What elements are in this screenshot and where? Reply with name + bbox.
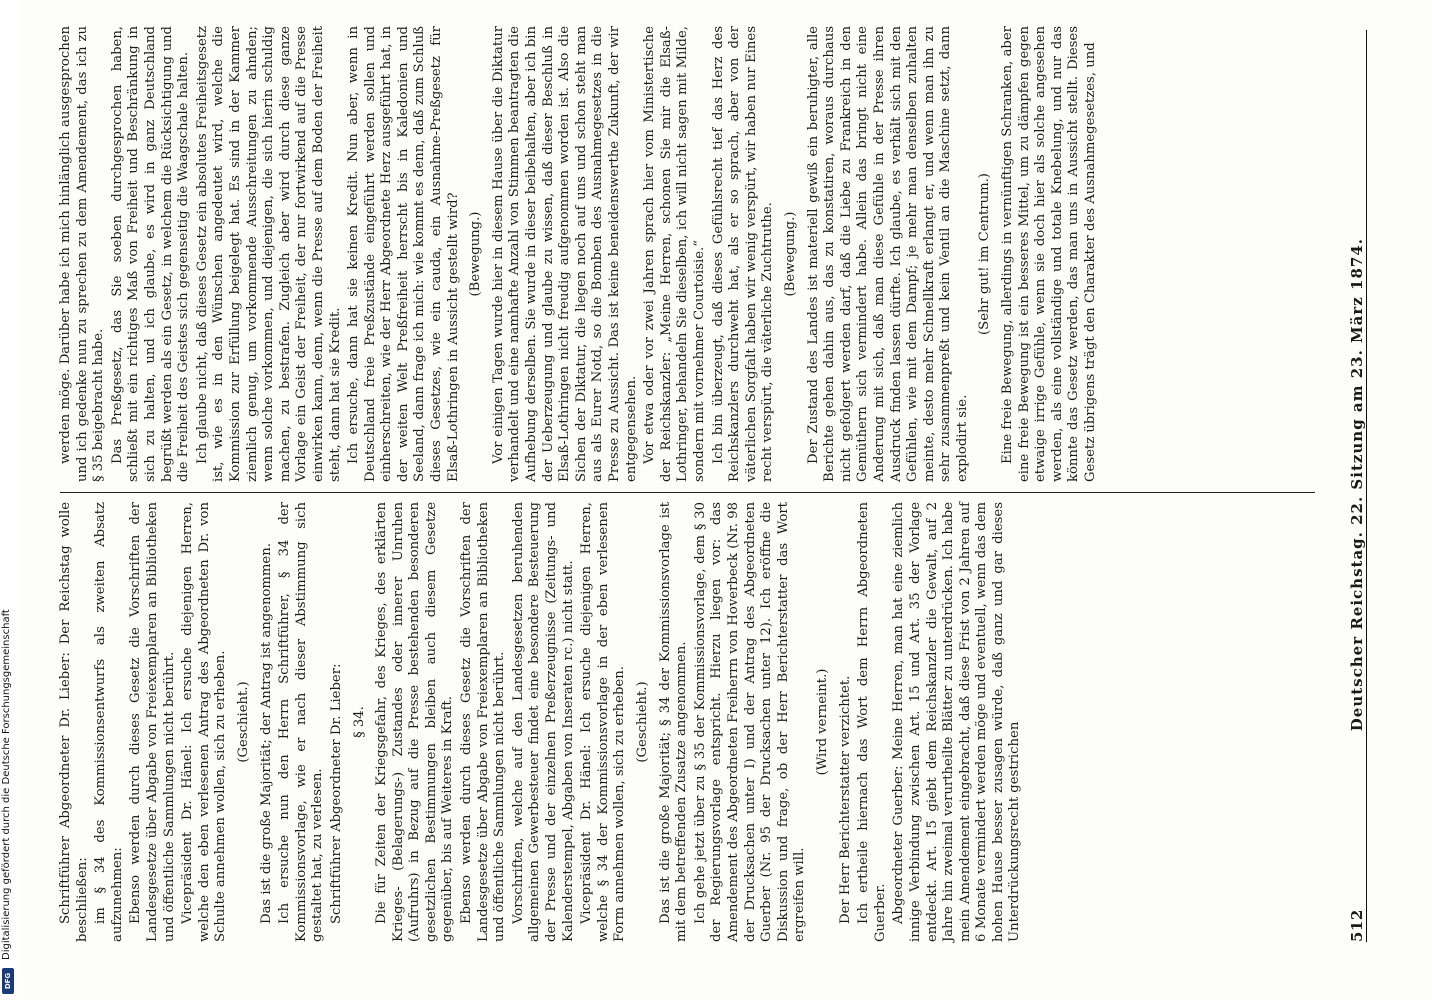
stage-direction: (Geschieht.) <box>235 681 251 763</box>
paragraph: Ebenso werden durch dieses Gesetz die Vorschriften der Landesgesetze über Abgabe von Freiexemplaren an Bibliotheken und öffentliche Sammlungen nicht berührt. <box>459 502 508 942</box>
paragraph: Das Preßgesetz, das Sie soeben durchgesprochen haben, schließt mit ein richtiges Maß von Freiheit und Beschränkung in sich zu halten, und ich glaube, es wird in ganz Deutschland begrüßt werden als ein Gesetz, in welchem die Rücksichtigung und die Freiheit des Geistes sich gegenseitig die Waagschale halten. <box>109 26 192 482</box>
paragraph: Eine freie Bewegung, allerdings in vernünftigen Schranken, aber eine freie Bewegung ist ein besseres Mittel, um zu dämpfen gegen etwaige irrige Gefühle, wenn sie doch hier als solche angesehen werden, als eine vollständige und totale Knebelung, und nur das könnte das Gesetz werden, das man uns in Aussicht stellt. Dieses Gesetz übrigens trägt den Charakter des Ausnahmegesetzes, und <box>1000 26 1099 482</box>
page-title: Deutscher Reichstag. 22. Sitzung am 23. März 1874. <box>1348 238 1366 732</box>
paragraph: Vor etwa oder vor zwei Jahren sprach hier vom Ministertische der Reichskanzler: „Meine Herren, schonen Sie mir die Elsaß-Lothringer, behandeln Sie dieselben, ich will nicht sagen mit Milde, sondern mit vornehmer Courtoisie.“ <box>642 26 707 482</box>
footer-strip <box>0 0 18 1000</box>
paragraph: Ich bin überzeugt, daß dieses Gefühlsrecht tief das Herz des Reichskanzlers durchweht hat, als er so sprach, aber von der väterlichen Sorgfalt haben wir wenig verspürt, wir haben nur Eines recht verspürt, die väterliche Zuchtruthe. <box>710 26 776 482</box>
paragraph: Das ist die große Majorität; § 34 der Kommissionsvorlage ist mit dem betreffenden Zusatze angenommen. <box>657 502 690 942</box>
paragraph: Der Herr Berichterstatter verzichtet. <box>837 675 853 924</box>
paragraph: Abgeordneter Guerber: Meine Herren, man hat eine ziemlich innige Verbindung zwischen Art. 15 und Art. 35 der Vorlage entdeckt. Art. 15 giebt dem Reichskanzler die Gewalt, auf 2 Jahre hin zweimal verurtheilte Blätter zu unterdrücken. Ich habe mein Amendement eingebracht, daß diese Frist von 2 Jahren auf 6 Monate vermindert werden möge und eventuell, wenn das dem hohen Hause besser zusagen würde, daß ganz und gar dieses Unterdrückungsrecht gestrichen <box>891 502 1023 942</box>
paragraph: Die für Zeiten der Kriegsgefahr, des Krieges, des erklärten Krieges- (Belagerungs-) Zustandes oder innerer Unruhen (Aufruhrs) in Bezug auf die Presse bestehenden besonderen gesetzlichen Bestimmungen bleiben auch diesem Gesetze gegenüber, bis auf Weiteres in Kraft. <box>374 502 456 942</box>
paragraph: Vorschriften, welche auf den Landesgesetzen beruhenden allgemeinen Gewerbesteuer findet eine besondere Besteuerung der Presse und der einzelnen Preßerzeugnisse (Zeitungs- und Kalenderstempel, Abgaben von Inseraten rc.) nicht statt. <box>510 502 576 942</box>
column-divider <box>60 492 1315 493</box>
paragraph: Ich ersuche nun den Herrn Schriftführer, § 34 der Kommissionsvorlage, wie er nach dieser Abstimmung sich gestaltet hat, zu verlesen. <box>277 502 326 942</box>
paragraph: Das ist die große Majorität; der Antrag ist angenommen. <box>258 543 274 924</box>
paragraph: im § 34 des Kommissionsentwurfs als zweiten Absatz aufzunehmen: <box>93 502 125 942</box>
paragraph: Vor einigen Tagen wurde hier in diesem Hause über die Diktatur verhandelt und eine namhafte Anzahl von Stimmen beantragten die Aufhebung derselben. Sie wurde in dieser beibehalten, aber ich bin der Ueberzeugung und glaube zu wissen, daß dieser Beschluß in Elsaß-Lothringen nicht freudig aufgenommen worden ist. Also die Sichen der Diktatur, die liegen noch auf uns und schon steht man aus als Eurer Notd, so die Bomben des Ausnahmegesetzes in die Presse zu Aussicht. Das ist keine beneidenswerthe Zukunft, der wir entgegensehen. <box>490 26 639 482</box>
dfg-logo-icon: DFG <box>2 968 14 994</box>
stage-direction: (Wird verneint.) <box>814 668 830 776</box>
stage-direction: § 34. <box>351 706 367 738</box>
right-column <box>58 26 1318 482</box>
left-column <box>58 502 1318 942</box>
paragraph: Ich gehe jetzt über zu § 35 der Kommissionsvorlage, dem § 30 der Regierungsvorlage entspricht. Hierzu liegen vor: das Amendement des Abgeordneten Freiherrn von Hoverbeck (Nr. 98 der Drucksachen unter I) und der Antrag des Abgeordneten Guerber (Nr. 95 der Drucksachen unter 12). Ich eröffne die Diskussion und frage, ob der Herr Berichterstatter das Wort ergreifen will. <box>692 502 808 942</box>
paragraph: Ich ertheile hiernach das Wort dem Herrn Abgeordneten Guerber. <box>856 502 888 942</box>
paragraph: Schriftführer Abgeordneter Dr. Lieber: Der Reichstag wolle beschließen: <box>58 502 90 942</box>
paragraph: werden möge. Darüber habe ich mich hinlänglich ausgesprochen und ich gedenke nun zu sprechen zu dem Amendement, das ich zu § 35 beigebracht habe. <box>58 26 107 482</box>
footer-credit: Digitalisierung gefördert durch die Deutsche Forschungsgemeinschaft <box>1 609 12 960</box>
paragraph: Ich glaube nicht, daß dieses Gesetz ein absolutes Freiheitsgesetz ist, wie es in den Wünschen angedeutet wird, welche die Kommission zur Erfüllung beigelegt hat. Es sind in der Kammer ziemlich genug, um vorkommende Ausschreitungen zu ahnden; wenn solche vorkommen, und diejenigen, die sich hierin schuldig machen, zu bestrafen. Zugleich aber wird durch diese ganze Vorlage ein Geist der Freiheit, der nur fortwirkend auf die Presse einwirken kann, denn, wenn die Presse auf dem Boden der Freiheit steht, dann hat sie Kredit. <box>194 26 343 482</box>
paragraph: Schriftführer Abgeordneter Dr. Lieber: <box>328 663 344 924</box>
paragraph: Ich ersuche, dann hat sie keinen Kredit. Nun aber, wenn in Deutschland freie Preßzustände eingeführt werden sollen und einherschreiten, wie der Herr Abgeordnete Herz ausgeführt hat, in der weiten Welt Preßfreiheit herrscht bis in Kaledonien und Seeland, dann frage ich mich: wie kommt es denn, daß zum Schluß dieses Gesetzes, wie ein cauda, ein Ausnahme-Preßgesetz für Elsaß-Lothringen in Aussicht gestellt wird? <box>346 26 461 482</box>
stage-direction: (Bewegung.) <box>782 211 798 297</box>
paragraph: Der Zustand des Landes ist materiell gewiß ein beruhigter, alle Berichte gehen dahin aus, das zu konstatiren, woraus durchaus nicht gefolgert werden darf, daß die Liebe zu Frankreich in den Gemüthern sich vermindert habe. Allein das bringt nicht eine Anderung mit sich, daß man diese Gefühle in der Presse ihren Ausdruck finden lassen dürfte. Ich glaube, es verhält sich mit den Gefühlen, wie mit dem Dampf; je mehr man denselben zuhalten meinte, desto mehr Schnellkraft erlangt er, und wenn man ihn zu sehr zusammenpreßt und kein Ventil an die Maschine setzt, dann explodirt sie. <box>805 26 970 482</box>
page-number: 512 <box>1348 909 1366 942</box>
stage-direction: (Bewegung.) <box>468 211 484 297</box>
stage-direction: (Geschieht.) <box>635 681 650 763</box>
paragraph: Vicepräsident Dr. Hänel: Ich ersuche diejenigen Herren, welche den eben verlesenen Antrag des Abgeordneten Dr. von Schulte annehmen wollen, sich zu erheben. <box>180 502 229 942</box>
paragraph: Vicepräsident Dr. Hänel: Ich ersuche diejenigen Herren, welche § 34 der Kommissionsvorlage in der eben verlesenen Form annehmen wollen, sich zu erheben. <box>579 502 628 942</box>
page-header <box>1330 30 1367 942</box>
paragraph: Ebenso werden durch dieses Gesetz die Vorschriften der Landesgesetze über Abgabe von Freiexemplaren an Bibliotheken und öffentliche Sammlungen nicht berührt. <box>128 502 177 942</box>
stage-direction: (Sehr gut! im Centrum.) <box>977 173 993 335</box>
